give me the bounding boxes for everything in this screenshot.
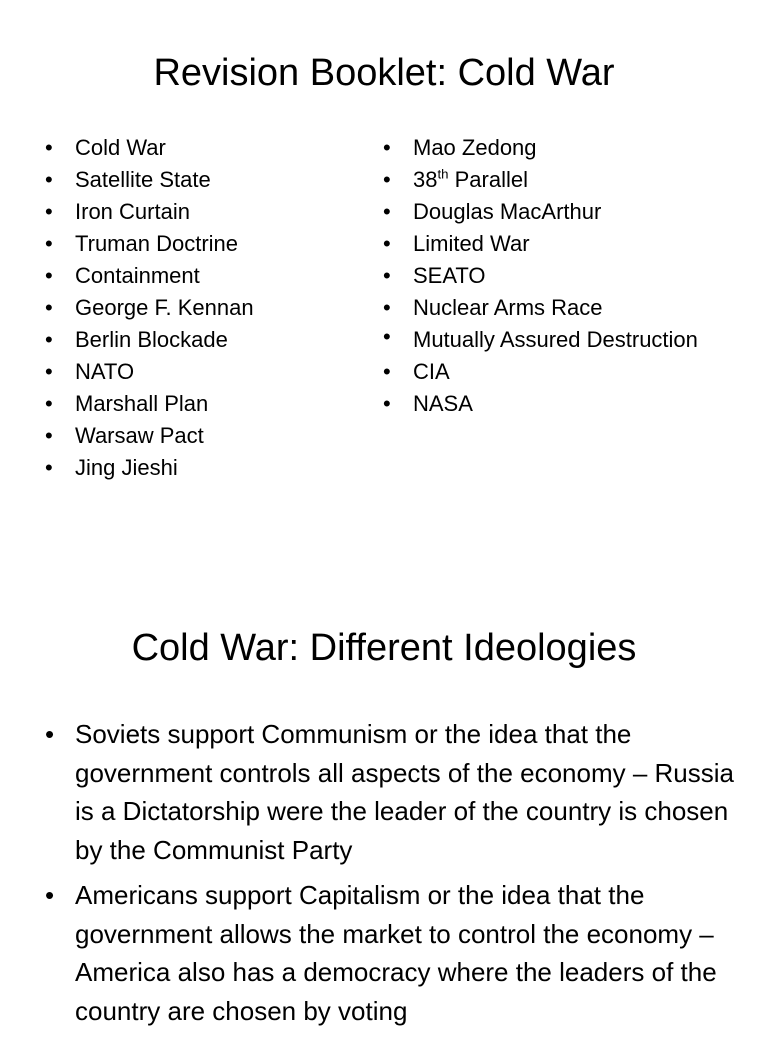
list-item: • Mao Zedong: [383, 132, 723, 164]
slide-title: Cold War: Different Ideologies: [131, 627, 637, 669]
parallel-label: Parallel: [454, 167, 528, 192]
list-item: • Nuclear Arms Race: [383, 292, 723, 324]
terms-list-left: [45, 132, 365, 484]
list-item: • Satellite State: [45, 164, 365, 196]
list-item: • Berlin Blockade: [45, 324, 365, 356]
ordinal-suffix: th: [437, 166, 449, 182]
list-item-americans: • Americans support Capitalism or the idea that the government allows the market to control the economy – America also has a democracy where the leaders of the country are chosen by voting: [45, 876, 735, 1030]
list-item-soviets: • Soviets support Communism or the idea that the government controls all aspects of the economy – Russia is a Dictatorship were the leader of the country is chosen by the Communist Party: [45, 715, 735, 869]
list-item: • NATO: [45, 356, 365, 388]
list-item: • George F. Kennan: [45, 292, 365, 324]
terms-list-right: [383, 132, 723, 420]
list-item: • Iron Curtain: [45, 196, 365, 228]
list-item: • Warsaw Pact: [45, 420, 365, 452]
list-item: • Cold War: [45, 132, 365, 164]
list-item: • Douglas MacArthur: [383, 196, 723, 228]
list-item: • CIA: [383, 356, 723, 388]
slide-title: Revision Booklet: Cold War: [153, 52, 615, 94]
slide-different-ideologies: [0, 590, 768, 1024]
list-item: • Containment: [45, 260, 365, 292]
list-item: • Limited War: [383, 228, 723, 260]
parallel-number: 38: [413, 167, 438, 192]
list-item: • Mutually Assured Destruction: [383, 324, 723, 356]
list-item: • NASA: [383, 388, 723, 420]
list-item: • SEATO: [383, 260, 723, 292]
list-item: • Marshall Plan: [45, 388, 365, 420]
ideology-points: [45, 715, 735, 1037]
list-item-parallel: [383, 164, 723, 196]
list-item: • Truman Doctrine: [45, 228, 365, 260]
list-item: • Jing Jieshi: [45, 452, 365, 484]
